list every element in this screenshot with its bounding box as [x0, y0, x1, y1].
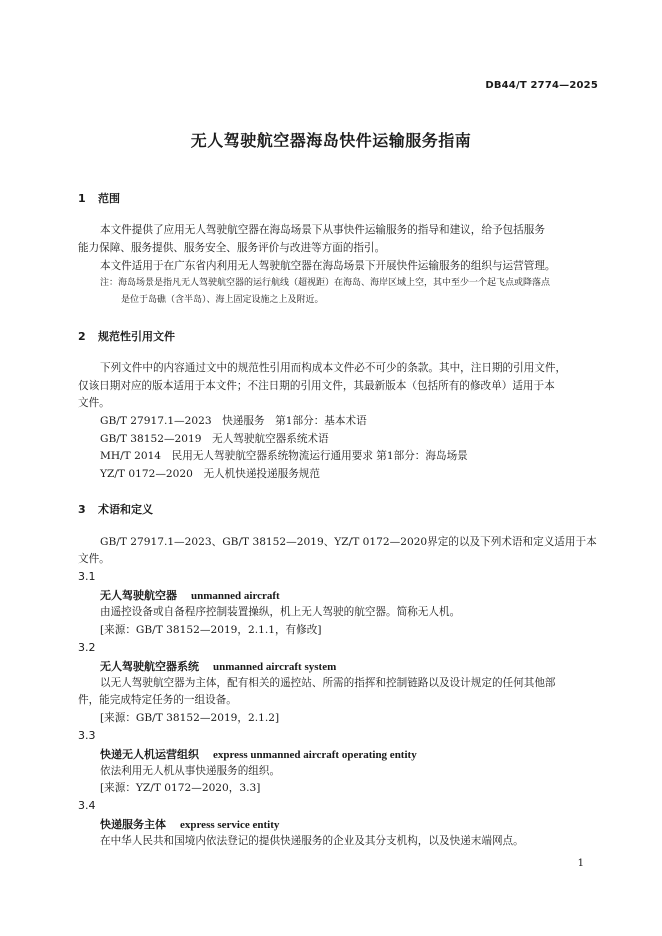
reference-item: GB/T 38152—2019 无人驾驶航空器系统术语 [100, 433, 329, 445]
section-number: 3 [78, 503, 86, 516]
section-title: 规范性引用文件 [98, 330, 175, 343]
section-number: 1 [78, 192, 86, 205]
term-heading [100, 587, 280, 603]
term-zh: 快递服务主体 [100, 818, 166, 831]
section-title: 术语和定义 [98, 503, 153, 516]
paragraph-line: 文件。 [78, 397, 110, 409]
note-line: 是位于岛礁（含半岛）、海上固定设施之上及附近。 [121, 295, 324, 305]
paragraph-line: 仅该日期对应的版本适用于本文件；不注日期的引用文件，其最新版本（包括所有的修改单）适用于本 [78, 380, 555, 392]
term-zh: 无人驾驶航空器系统 [100, 660, 199, 673]
term-zh: 无人驾驶航空器 [100, 589, 177, 602]
term-number: 3.1 [78, 570, 96, 583]
reference-item: MH/T 2014 民用无人驾驶航空器系统物流运行通用要求 第1部分：海岛场景 [100, 450, 468, 462]
section-title: 范围 [98, 192, 120, 205]
term-heading [100, 658, 336, 674]
term-source: [来源：YZ/T 0172—2020，3.3] [100, 782, 261, 794]
term-definition: 在中华人民共和国境内依法登记的提供快递服务的企业及其分支机构，以及快递末端网点。 [100, 835, 524, 847]
paragraph-line: 文件。 [78, 553, 110, 565]
term-en: express service entity [180, 819, 280, 831]
reference-item: GB/T 27917.1—2023 快递服务 第1部分：基本术语 [100, 415, 367, 427]
term-en: express unmanned aircraft operating entity [213, 749, 417, 761]
term-zh: 快递无人机运营组织 [100, 748, 199, 761]
document-title: 无人驾驶航空器海岛快件运输服务指南 [190, 131, 472, 150]
section-number: 2 [78, 330, 86, 343]
term-source: [来源：GB/T 38152—2019，2.1.2] [100, 712, 280, 724]
section-1-heading [78, 190, 120, 206]
section-3-heading [78, 501, 153, 517]
term-definition: 依法利用无人机从事快递服务的组织。 [100, 765, 281, 777]
term-en: unmanned aircraft [191, 590, 280, 602]
section-2-heading [78, 328, 175, 344]
term-en: unmanned aircraft system [213, 661, 337, 673]
paragraph-line: 下列文件中的内容通过文中的规范性引用而构成本文件必不可少的条款。其中，注日期的引用文件， [100, 362, 567, 374]
term-definition: 以无人驾驶航空器为主体，配有相关的遥控站、所需的指挥和控制链路以及设计规定的任何其他部 [100, 677, 556, 689]
standard-code: DB44/T 2774—2025 [485, 80, 598, 91]
page-number: 1 [577, 858, 584, 869]
paragraph-line: GB/T 27917.1—2023、GB/T 38152—2019、YZ/T 0172—2020界定的以及下列术语和定义适用于本 [100, 536, 597, 548]
paragraph-line: 本文件提供了应用无人驾驶航空器在海岛场景下从事快件运输服务的指导和建议，给予包括服务 [100, 224, 545, 236]
term-number: 3.4 [78, 799, 96, 812]
term-number: 3.3 [78, 729, 96, 742]
term-source: [来源：GB/T 38152—2019，2.1.1，有修改] [100, 624, 322, 636]
term-definition: 由遥控设备或自备程序控制装置操纵，机上无人驾驶的航空器。简称无人机。 [100, 606, 461, 618]
paragraph-line: 能力保障、服务提供、服务安全、服务评价与改进等方面的指引。 [78, 242, 386, 254]
term-number: 3.2 [78, 641, 96, 654]
note-line: 注：海岛场景是指凡无人驾驶航空器的运行航线（超视距）在海岛、海岸区域上空，其中至少一个起飞点或降落点 [100, 278, 551, 288]
paragraph-line: 本文件适用于在广东省内利用无人驾驶航空器在海岛场景下开展快件运输服务的组织与运营管理。 [100, 260, 556, 272]
term-definition: 件，能完成特定任务的一组设备。 [78, 694, 237, 706]
reference-item: YZ/T 0172—2020 无人机快递投递服务规范 [100, 468, 320, 480]
term-heading [100, 746, 417, 762]
term-heading [100, 816, 279, 832]
